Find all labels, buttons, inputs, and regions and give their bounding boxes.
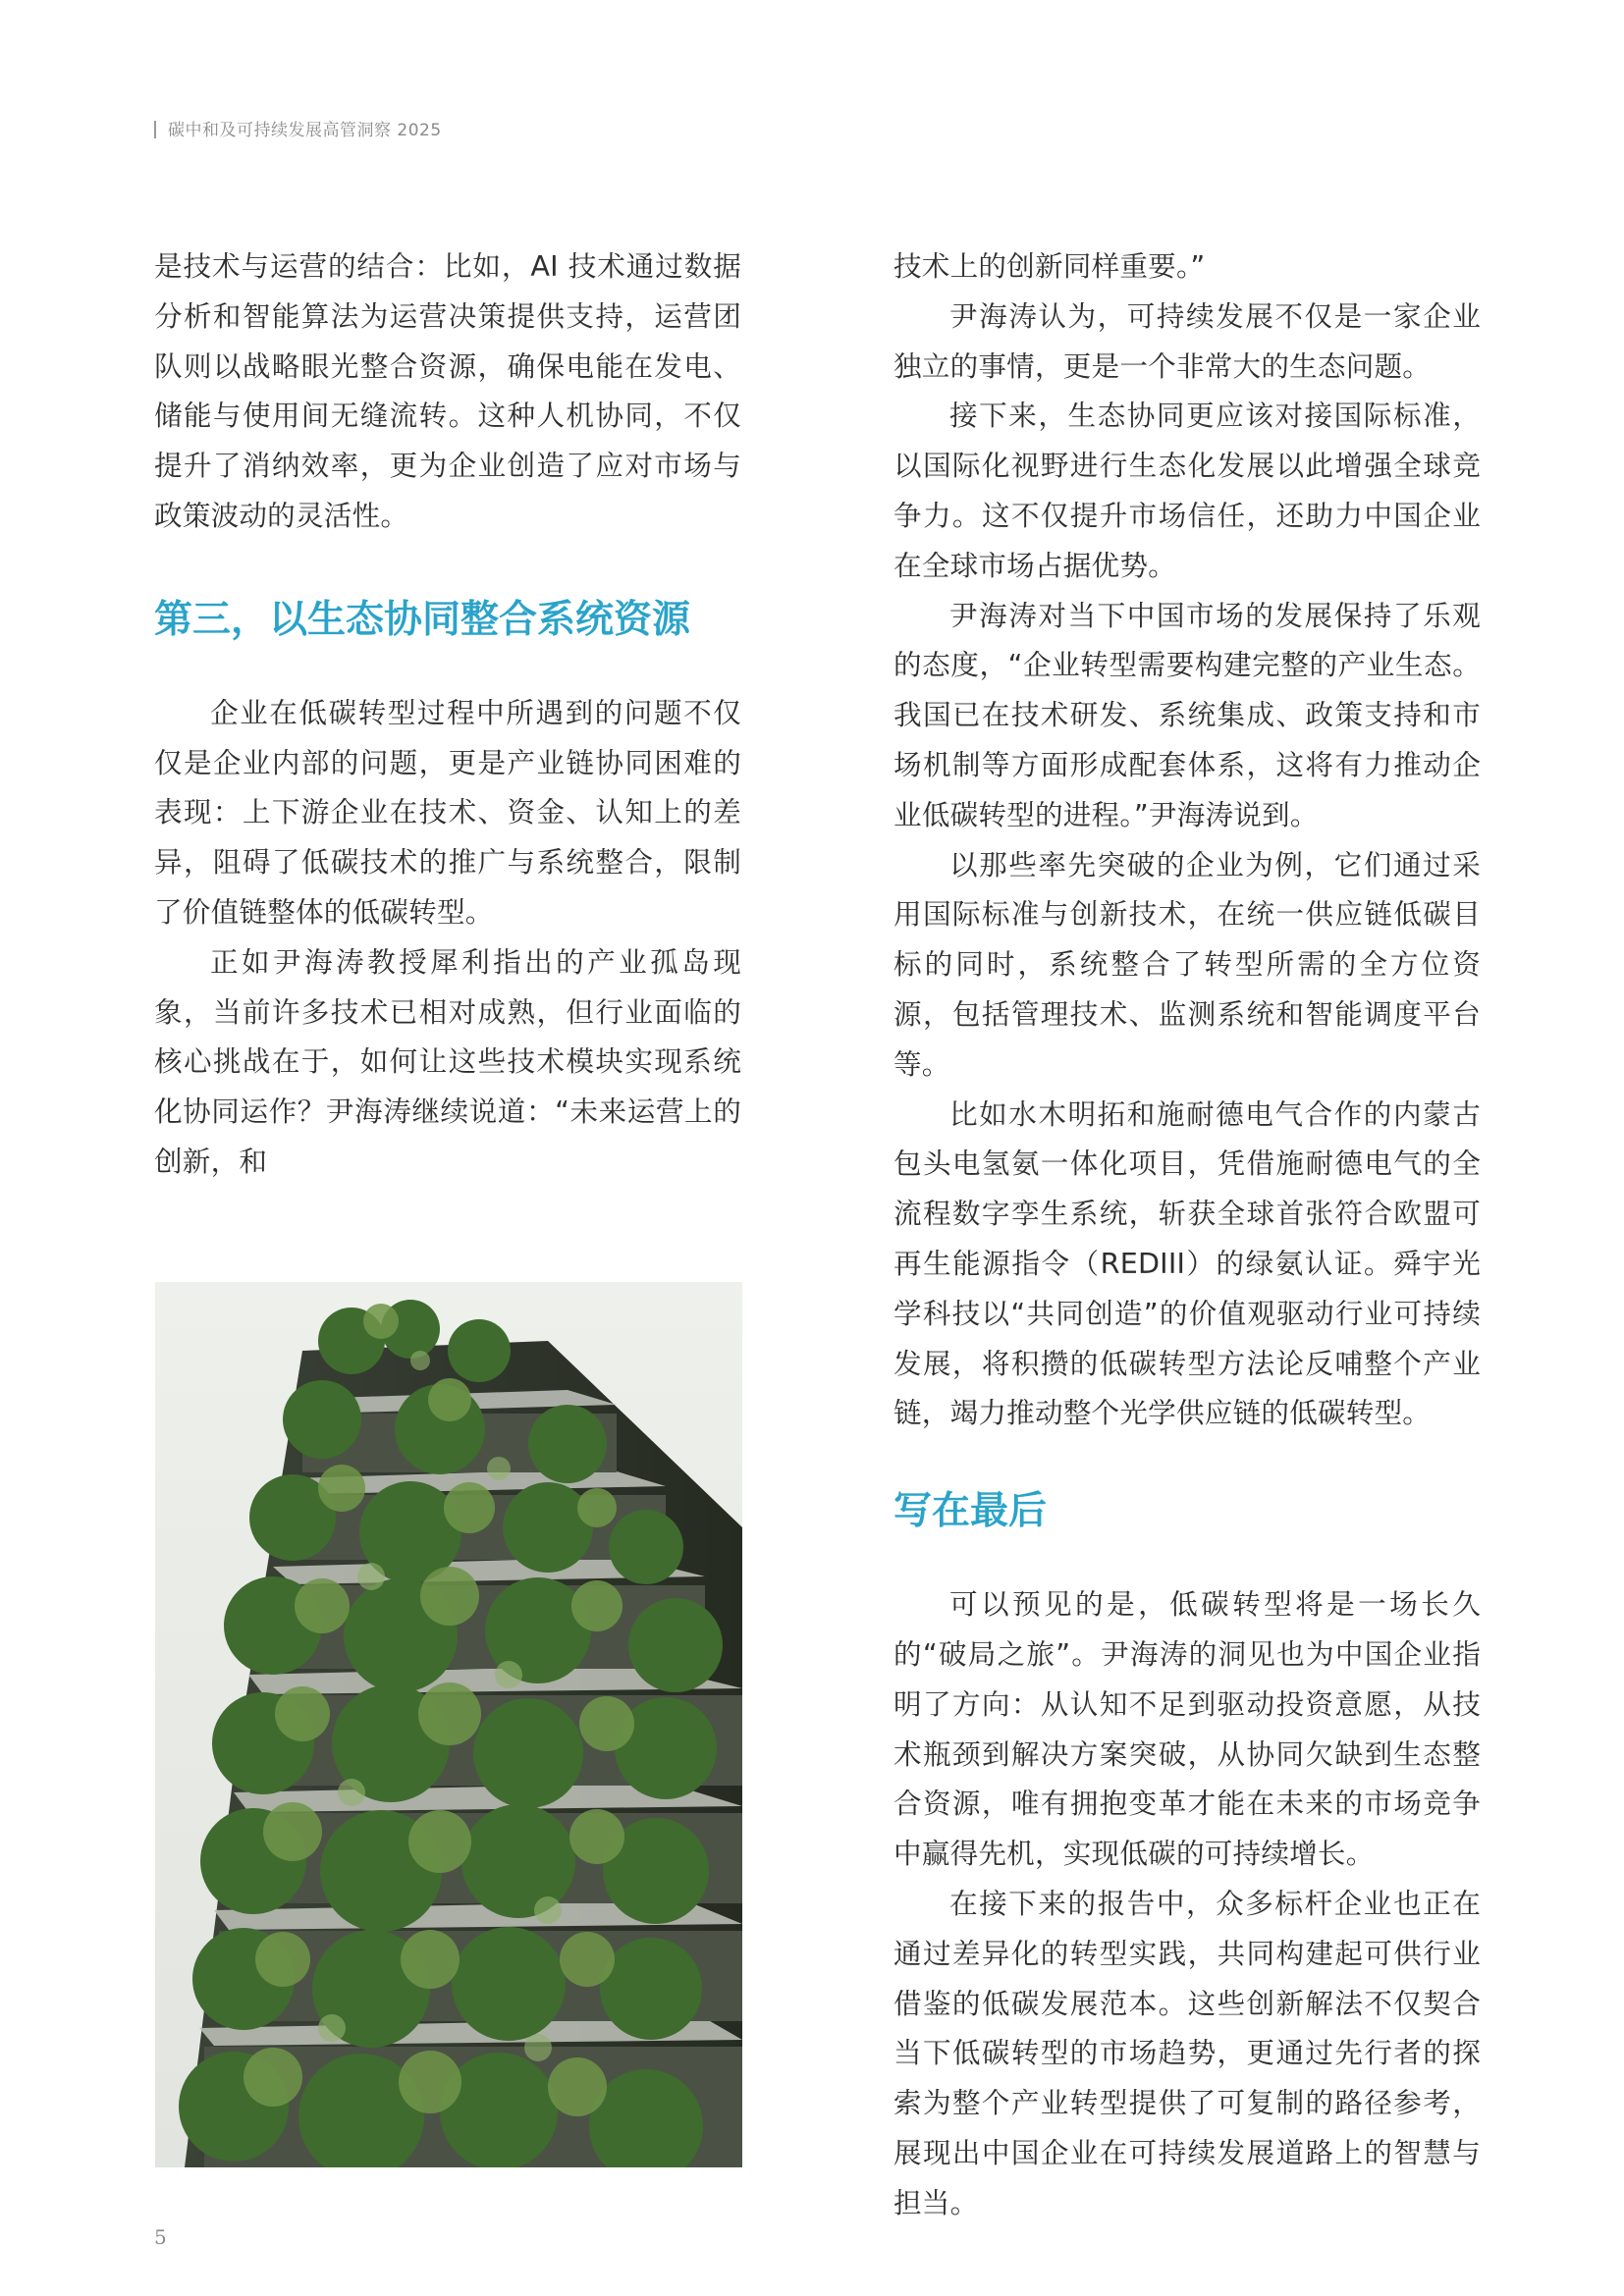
continuation-paragraph: 技术上的创新同样重要。” — [893, 249, 1206, 283]
body-paragraph: 正如尹海涛教授犀利指出的产业孤岛现象，当前许多技术已相对成熟，但行业面临的核心挑战在于，如何让这些技术模块实现系统化协同运作？尹海涛继续说道：“未来运营上的创新，和 — [154, 944, 741, 1178]
body-paragraph: 尹海涛对当下中国市场的发展保持了乐观的态度，“企业转型需要构建完整的产业生态。我国已在技术研发、系统集成、政策支持和市场机制等方面形成配套体系，这将有力推动企业低碳转型的进程。”尹海涛说到。 — [893, 598, 1481, 831]
running-header — [154, 116, 442, 140]
vertical-forest-photo — [155, 1282, 742, 2167]
body-paragraph: 以那些率先突破的企业为例，它们通过采用国际标准与创新技术，在统一供应链低碳目标的同时，系统整合了转型所需的全方位资源，包括管理技术、监测系统和智能调度平台等。 — [893, 847, 1481, 1081]
body-paragraph: 企业在低碳转型过程中所遇到的问题不仅仅是企业内部的问题，更是产业链协同困难的表现：上下游企业在技术、资金、认知上的差异，阻碍了低碳技术的推广与系统整合，限制了价值链整体的低碳转型。 — [154, 695, 741, 929]
running-title: 碳中和及可持续发展高管洞察 2025 — [168, 121, 442, 140]
body-paragraph: 尹海涛认为，可持续发展不仅是一家企业独立的事情，更是一个非常大的生态问题。 — [893, 298, 1481, 383]
page-number: 5 — [154, 2225, 167, 2249]
section-heading-ecosystem: 第三，以生态协同整合系统资源 — [154, 597, 691, 642]
closing-paragraph: 可以预见的是，低碳转型将是一场长久的“破局之旅”。尹海涛的洞见也为中国企业指明了方向：从认知不足到驱动投资意愿，从技术瓶颈到解决方案突破，从协同欠缺到生态整合资源，唯有拥抱变革才能在未来的市场竞争中赢得先机，实现低碳的可持续增长。 — [893, 1587, 1481, 1871]
intro-paragraph: 是技术与运营的结合：比如，AI 技术通过数据分析和智能算法为运营决策提供支持，运营团队则以战略眼光整合资源，确保电能在发电、储能与使用间无缝流转。这种人机协同，不仅提升了消纳效率，更为企业创造了应对市场与政策波动的灵活性。 — [154, 249, 741, 532]
vertical-forest-illustration — [155, 1282, 742, 2167]
closing-paragraph: 在接下来的报告中，众多标杆企业也正在通过差异化的转型实践，共同构建起可供行业借鉴的低碳发展范本。这些创新解法不仅契合当下低碳转型的市场趋势，更通过先行者的探索为整个产业转型提供了可复制的路径参考，展现出中国企业在可持续发展道路上的智慧与担当。 — [893, 1886, 1481, 2219]
body-paragraph: 接下来，生态协同更应该对接国际标准，以国际化视野进行生态化发展以此增强全球竞争力。这不仅提升市场信任，还助力中国企业在全球市场占据优势。 — [893, 399, 1481, 582]
section-heading-conclusion: 写在最后 — [893, 1489, 1048, 1534]
left-column — [154, 241, 741, 1187]
body-paragraph: 比如水木明拓和施耐德电气合作的内蒙古包头电氢氨一体化项目，凭借施耐德电气的全流程数字孪生系统，斩获全球首张符合欧盟可再生能源指令（REDIII）的绿氨认证。舜宇光学科技以“共同创造”的价值观驱动行业可持续发展，将积攒的低碳转型方法论反哺整个产业链，竭力推动整个光学供应链的低碳转型。 — [893, 1096, 1481, 1430]
right-column — [893, 241, 1481, 2227]
header-divider — [154, 121, 156, 138]
